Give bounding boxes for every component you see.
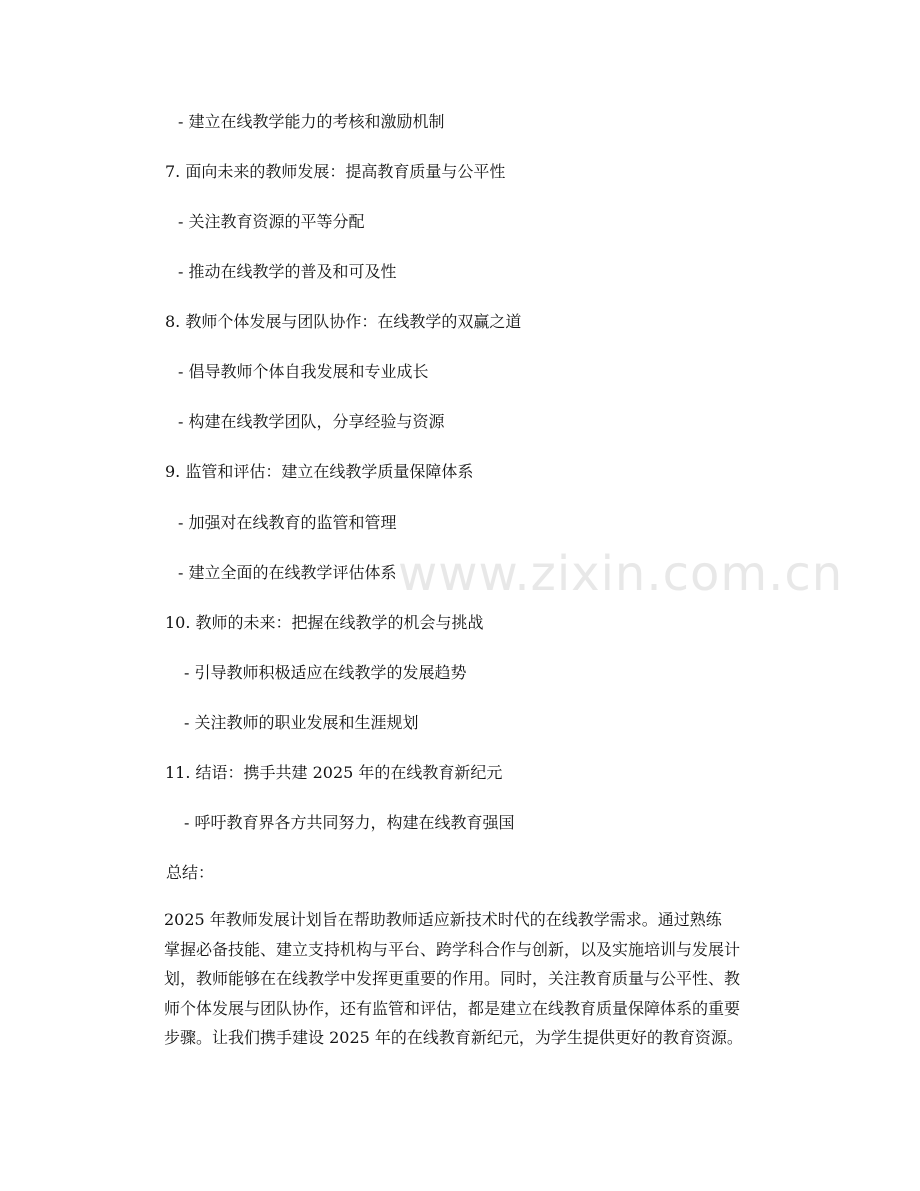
bullet-item: - 倡导教师个体自我发展和专业成长 xyxy=(178,362,429,381)
section-heading-8: 8. 教师个体发展与团队协作：在线教学的双赢之道 xyxy=(165,312,522,331)
section-heading-10: 10. 教师的未来：把握在线教学的机会与挑战 xyxy=(165,613,484,632)
bullet-item: - 构建在线教学团队，分享经验与资源 xyxy=(178,412,445,431)
summary-paragraph xyxy=(164,905,784,1053)
summary-label: 总结： xyxy=(166,863,215,882)
bullet-item: - 建立全面的在线教学评估体系 xyxy=(178,563,397,582)
summary-line: 2025 年教师发展计划旨在帮助教师适应新技术时代的在线教学需求。通过熟练 xyxy=(164,910,722,929)
bullet-item: - 关注教师的职业发展和生涯规划 xyxy=(184,713,419,732)
watermark: www.zixin.com.cn xyxy=(398,546,844,602)
section-heading-7: 7. 面向未来的教师发展：提高教育质量与公平性 xyxy=(165,162,506,181)
bullet-item: - 推动在线教学的普及和可及性 xyxy=(178,262,397,281)
bullet-item: - 呼吁教育界各方共同努力，构建在线教育强国 xyxy=(184,813,515,832)
bullet-item: - 引导教师积极适应在线教学的发展趋势 xyxy=(184,663,467,682)
summary-line: 师个体发展与团队协作，还有监管和评估，都是建立在线教育质量保障体系的重要 xyxy=(164,998,741,1018)
section-heading-11: 11. 结语：携手共建 2025 年的在线教育新纪元 xyxy=(165,763,503,782)
summary-line: 划，教师能够在在线教学中发挥更重要的作用。同时，关注教育质量与公平性、教 xyxy=(164,969,741,988)
bullet-item: - 加强对在线教育的监管和管理 xyxy=(178,513,397,532)
bullet-item: - 关注教育资源的平等分配 xyxy=(178,212,365,231)
section-heading-9: 9. 监管和评估：建立在线教学质量保障体系 xyxy=(165,462,474,481)
summary-line: 步骤。让我们携手建设 2025 年的在线教育新纪元，为学生提供更好的教育资源。 xyxy=(164,1028,743,1047)
bullet-item: - 建立在线教学能力的考核和激励机制 xyxy=(178,112,445,131)
summary-line: 掌握必备技能、建立支持机构与平台、跨学科合作与创新，以及实施培训与发展计 xyxy=(164,939,741,959)
